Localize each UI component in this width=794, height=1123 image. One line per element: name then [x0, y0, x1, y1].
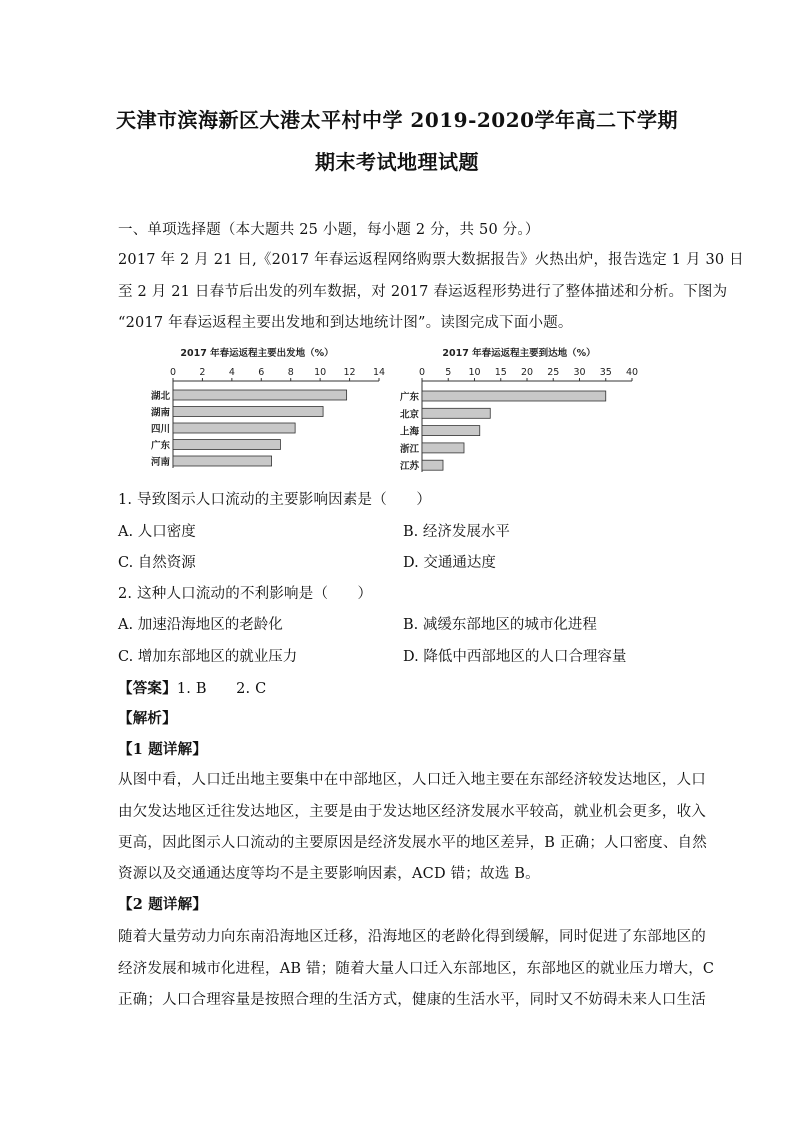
question-2-option-d: D. 降低中西部地区的人口合理容量 [403, 649, 627, 665]
category-label: 广东 [399, 392, 419, 403]
departure-chart-title: 2017 年春运返程主要出发地（%） [180, 348, 334, 359]
category-label: 上海 [399, 426, 419, 438]
detail-2-line-2: 经济发展和城市化进程，AB 错；随着大量人口迁入东部地区，东部地区的就业压力增大，C [118, 961, 715, 977]
intro-line-1: 2017 年 2 月 21 日,《2017 年春运返程网络购票大数据报告》火热出炉，报告选定 1 月 30 日 [118, 252, 744, 268]
arrival-chart [392, 340, 642, 472]
question-1-option-b: B. 经济发展水平 [403, 524, 510, 540]
detail-1-line-3: 更高，因此图示人口流动的主要原因是经济发展水平的地区差异，B 正确；人口密度、自然 [118, 835, 707, 851]
tick-label: 10 [314, 367, 327, 378]
answer-line [118, 677, 678, 698]
page-title-line-2: 期末考试地理试题 [315, 150, 479, 174]
tick-label: 25 [547, 367, 560, 378]
detail-1-line-2: 由欠发达地区迁往发达地区，主要是由于发达地区经济发展水平较高，就业机会更多，收入 [118, 804, 706, 820]
page-title-line-1: 天津市滨海新区大港太平村中学 2019-2020学年高二下学期 [115, 108, 679, 132]
tick-label: 10 [468, 367, 481, 378]
detail-2-label: 【2 题详解】 [118, 896, 208, 913]
bar [173, 407, 323, 417]
question-2-option-c: C. 增加东部地区的就业压力 [118, 649, 298, 665]
category-label: 浙江 [399, 443, 419, 455]
intro-line-3: “2017 年春运返程主要出发地和到达地统计图”。读图完成下面小题。 [118, 315, 573, 331]
bar [422, 408, 490, 418]
question-1-stem: 1. 导致图示人口流动的主要影响因素是（ ） [118, 492, 432, 508]
bar [422, 426, 480, 436]
category-label: 江苏 [399, 461, 419, 472]
tick-label: 0 [418, 367, 426, 378]
tick-label: 5 [445, 367, 452, 378]
detail-1-label: 【1 题详解】 [118, 741, 208, 758]
intro-line-2: 至 2 月 21 日春节后出发的列车数据，对 2017 春运返程形势进行了整体描述和分析。下图为 [118, 284, 728, 300]
departure-chart [140, 340, 390, 472]
category-label: 河南 [150, 457, 170, 468]
question-2-stem: 2. 这种人口流动的不利影响是（ ） [118, 586, 373, 602]
bar [173, 390, 347, 400]
detail-1-line-4: 资源以及交通通达度等均不是主要影响因素，ACD 错；故选 B。 [118, 866, 540, 882]
question-1-option-c: C. 自然资源 [118, 555, 196, 571]
section-header: 一、单项选择题（本大题共 25 小题，每小题 2 分，共 50 分。） [118, 222, 540, 238]
tick-label: 0 [169, 367, 177, 378]
tick-label: 2 [199, 367, 206, 378]
bar [173, 456, 272, 466]
bar [422, 460, 443, 470]
category-label: 北京 [399, 409, 419, 421]
tick-label: 20 [520, 367, 534, 378]
bar [422, 443, 464, 453]
tick-label: 12 [343, 367, 356, 378]
answer-text: 1. B 2. C [176, 681, 267, 697]
arrival-chart-title: 2017 年春运返程主要到达地（%） [442, 348, 596, 359]
tick-label: 6 [258, 367, 265, 378]
question-1-option-a: A. 人口密度 [118, 524, 196, 540]
question-2-option-b: B. 减缓东部地区的城市化进程 [403, 617, 597, 633]
bar [173, 423, 295, 433]
tick-label: 35 [599, 367, 612, 378]
tick-label: 4 [228, 367, 235, 378]
answer-label: 【答案】 [118, 680, 177, 697]
bar [422, 391, 606, 401]
tick-label: 30 [573, 367, 586, 378]
tick-label: 8 [287, 367, 294, 378]
question-1-option-d: D. 交通通达度 [403, 555, 496, 571]
tick-label: 15 [494, 367, 507, 378]
category-label: 四川 [150, 424, 170, 435]
category-label: 湖南 [150, 407, 170, 419]
question-2-option-a: A. 加速沿海地区的老龄化 [118, 617, 283, 633]
detail-2-line-3: 正确；人口合理容量是按照合理的生活方式，健康的生活水平，同时又不妨碍未来人口生活 [118, 992, 706, 1008]
tick-label: 40 [625, 367, 639, 378]
tick-label: 14 [372, 367, 386, 378]
detail-2-line-1: 随着大量劳动力向东南沿海地区迁移，沿海地区的老龄化得到缓解，同时促进了东部地区的 [118, 929, 706, 945]
category-label: 湖北 [150, 391, 170, 402]
bar [173, 440, 280, 450]
detail-1-line-1: 从图中看，人口迁出地主要集中在中部地区，人口迁入地主要在东部经济较发达地区，人口 [118, 772, 706, 788]
category-label: 广东 [150, 440, 170, 452]
analysis-label: 【解析】 [118, 710, 177, 727]
